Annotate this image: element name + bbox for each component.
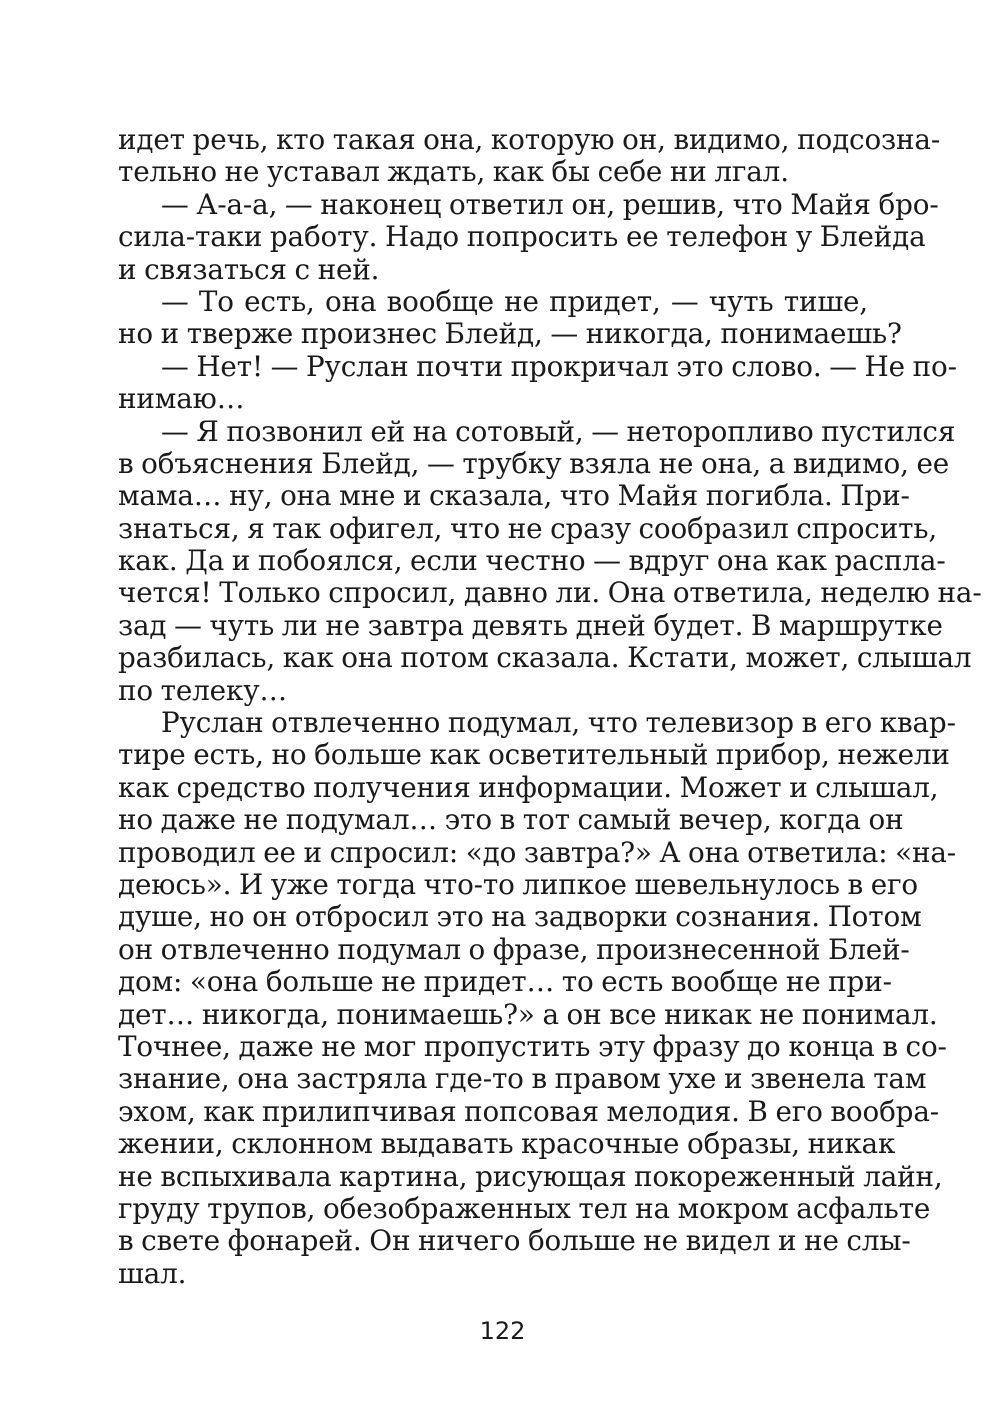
text-line: в объяснения Блейд, — трубку взяла не она, а видимо, ее xyxy=(118,446,950,480)
text-line: проводил ее и спросил: «до завтра?» А она ответила: «на- xyxy=(118,835,957,869)
text-line: и связаться с ней. xyxy=(118,252,380,286)
text-line: эхом, как прилипчивая попсовая мелодия. В его вообра- xyxy=(118,1094,939,1128)
text-line: тельно не уставал ждать, как бы себе ни лгал. xyxy=(118,155,789,189)
page-number: 122 xyxy=(479,1317,526,1345)
text-line: зад — чуть ли не завтра девять дней будет. В маршрутке xyxy=(118,608,943,642)
text-line: разбилась, как она потом сказала. Кстати, может, слышал xyxy=(118,641,972,675)
text-line: но даже не подумал… это в тот самый вечер, когда он xyxy=(118,803,904,837)
text-line: Руслан отвлеченно подумал, что телевизор в его квар- xyxy=(161,706,956,740)
text-line: деюсь». И уже тогда что-то липкое шевельнулось в его xyxy=(118,867,919,901)
text-line: душе, но он отбросил это на задворки сознания. Потом xyxy=(118,900,922,934)
text-line: дет… никогда, понимаешь?» а он все никак не понимал. xyxy=(118,997,938,1031)
text-line: как средство получения информации. Может и слышал, xyxy=(118,770,939,804)
text-line: знание, она застряла где-то в правом ухе и звенела там xyxy=(118,1062,927,1096)
text-line: тире есть, но больше как осветительный прибор, нежели xyxy=(118,738,950,772)
text-line: Точнее, даже не мог пропустить эту фразу до конца в со- xyxy=(118,1029,947,1063)
text-line: но и тверже произнес Блейд, — никогда, понимаешь? xyxy=(118,317,902,351)
text-line: идет речь, кто такая она, которую он, видимо, подсозна- xyxy=(118,123,941,156)
text-line: — А-а-а, — наконец ответил он, решив, что Майя бро- xyxy=(161,187,939,221)
text-line: чется! Только спросил, давно ли. Она ответила, неделю на- xyxy=(118,576,982,610)
text-line: в свете фонарей. Он ничего больше не видел и не слы- xyxy=(118,1224,911,1258)
text-line: по телеку… xyxy=(118,673,288,707)
text-line: он отвлеченно подумал о фразе, произнесенной Блей- xyxy=(118,932,910,966)
text-line: — Нет! — Руслан почти прокричал это слово. — Не по- xyxy=(161,349,957,383)
text-line: груду трупов, обезображенных тел на мокром асфальте xyxy=(118,1191,931,1225)
text-line: сила-таки работу. Надо попросить ее телефон у Блейда xyxy=(118,220,926,254)
page-body xyxy=(118,123,982,1290)
text-line: — Я позвонил ей на сотовый, — неторопливо пустился xyxy=(161,414,956,448)
text-line: как. Да и побоялся, если честно — вдруг она как распла- xyxy=(118,544,946,578)
text-line: — То есть, она вообще не придет, — чуть тише, xyxy=(161,284,868,318)
text-line: дом: «она больше не придет… то есть вообще не при- xyxy=(118,965,892,999)
text-line: жении, склонном выдавать красочные образы, никак xyxy=(118,1127,896,1161)
text-line: знаться, я так офигел, что не сразу сообразил спросить, xyxy=(118,511,938,545)
text-line: нимаю… xyxy=(118,382,245,416)
text-line: шал. xyxy=(118,1256,187,1290)
text-line: не вспыхивала картина, рисующая покореженный лайн, xyxy=(118,1159,943,1193)
text-line: мама… ну, она мне и сказала, что Майя погибла. При- xyxy=(118,479,910,513)
